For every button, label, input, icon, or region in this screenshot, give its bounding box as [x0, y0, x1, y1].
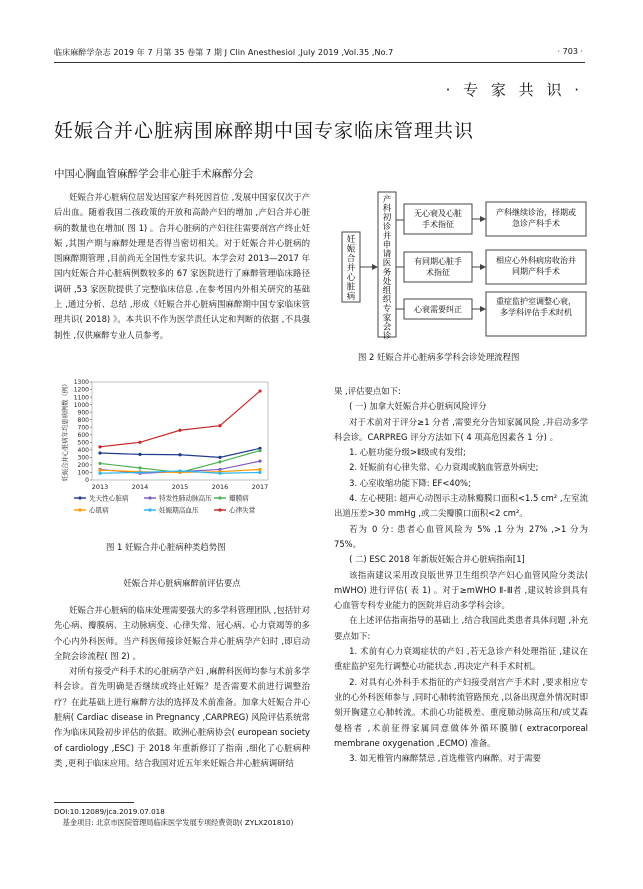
data-point: [178, 469, 181, 472]
data-point: [258, 389, 261, 392]
legend-marker: [78, 508, 81, 511]
footnote: [54, 806, 312, 828]
y-tick-label: 800: [77, 416, 89, 424]
legend-marker: [78, 496, 81, 499]
flow-consult-label: 产科初诊并申请医务处组织专家会诊: [382, 195, 392, 340]
flow-arrowhead: [480, 216, 486, 222]
right-paragraph: 对于术前对于评分≥1 分者 ,需要充分告知家属风险 ,并启动多学科会诊。CARPREG 评分方法如下( 4 项高危因素各 1 分) 。: [334, 416, 588, 442]
flow-out-icu-label: 重症监护室调整心衰，多学科评估手术时机: [496, 297, 576, 317]
flow-out-obstetric-label: 产科继续诊治，择期或急诊产科手术: [496, 208, 576, 228]
x-tick-label: 2013: [91, 483, 109, 491]
data-point: [258, 449, 261, 452]
doi: DOI:10.12089/jca.2019.07.018: [54, 807, 165, 816]
flow-arrowhead: [372, 264, 378, 270]
flow-arrowhead: [480, 264, 486, 270]
y-axis-label: 妊娠合并心脏病年均患病例数（例）: [62, 380, 69, 482]
right-paragraph: 1. 术前有心力衰竭症状的产妇 ,若无急诊产科处理指征 ,建议在重症监护室先行调整心功能状态 ,再决定产科手术时机。: [334, 646, 588, 672]
x-tick-label: 2016: [211, 483, 229, 491]
legend-label: 瓣膜病: [229, 494, 249, 503]
right-paragraph: 2. 对具有心外科手术指征的产妇接受剖宫产手术时 ,要求相应专业的心外科医师参与 ,同时心肺转流管路预充 ,以备出现意外情况时即刻开胸建立心肺转流。术前心功能极差、重度肺动脉高压和/或艾森曼格者 ,术前征得家属同意做体外循环膜肺( extracorporeal membrane oxygenation ,ECMO) 准备。: [334, 676, 588, 748]
data-point: [138, 471, 141, 474]
right-paragraph: 4. 左心梗阻: 超声心动图示主动脉瓣膜口面积<1.5 cm² ,左室流出道压差>30 mmHg ,或二尖瓣膜口面积<2 cm²。: [334, 493, 588, 519]
right-paragraph: 3. 如无椎管内麻醉禁忌 ,首选椎管内麻醉。对于需要: [349, 753, 541, 764]
legend-marker: [148, 508, 151, 511]
y-tick-label: 600: [77, 431, 89, 439]
y-tick-label: 1200: [73, 386, 89, 394]
right-paragraph: ( 二) ESC 2018 年新版妊娠合并心脏病指南[1]: [349, 554, 525, 565]
right-paragraph: 3. 心室收缩功能下降: EF<40%;: [349, 477, 471, 488]
running-header: 临床麻醉学杂志 2019 年 7 月第 35 卷第 7 期 J Clin Anesthesiol ,July 2019 ,Vol.35 ,No.7: [54, 48, 394, 57]
figure2-flowchart: [330, 188, 590, 340]
data-point: [218, 460, 221, 463]
data-point: [258, 460, 261, 463]
section-label: · 专 家 共 识 ·: [445, 81, 583, 99]
flow-box-no-hf-label: 无心衰及心脏手术指征: [414, 209, 462, 229]
data-point: [218, 456, 221, 459]
data-point: [178, 429, 181, 432]
right-paragraph: 2. 妊娠前有心律失常、心力衰竭或脑血管意外病史;: [349, 462, 539, 473]
y-tick-label: 400: [77, 447, 89, 455]
legend-label: 先天性心脏病: [89, 494, 129, 503]
legend-label: 心肌病: [89, 506, 109, 515]
legend-marker: [148, 496, 151, 499]
legend-marker: [218, 508, 221, 511]
x-tick-label: 2017: [251, 483, 269, 491]
y-tick-label: 1100: [73, 394, 89, 402]
right-paragraph: 该指南建议采用改良版世界卫生组织孕产妇心血管风险分类法( mWHO) 进行评估( 表 1) 。对于≥mWHO Ⅱ-Ⅲ者 ,建议转诊到具有心血管专科专业能力的医院并启动多学科会诊。: [334, 569, 588, 611]
flow-box-surgery-label: 有同期心脏手术指征: [414, 257, 462, 277]
legend-label: 特发性肺动脉高压: [159, 494, 212, 503]
data-point: [98, 445, 101, 448]
y-tick-label: 0: [85, 477, 89, 485]
right-paragraph: 在上述评估指南指导的基础上 ,结合我国此类患者具体问题 ,补充要点如下:: [334, 615, 588, 641]
y-tick-label: 1000: [73, 401, 89, 409]
page-number: · 703 ·: [557, 47, 583, 56]
flow-start-label: 妊娠合并心脏病: [346, 235, 356, 302]
flow-box-hf-label: 心衰需要纠正: [414, 305, 462, 314]
y-tick-label: 200: [77, 462, 89, 470]
y-tick-label: 300: [77, 454, 89, 462]
figure1-caption: 图 1 妊娠合并心脏病种类趋势图: [106, 542, 226, 552]
flow-out-cardiac-label: 相应心外科病房收治并同期产科手术: [496, 256, 576, 276]
assessment-text: [54, 603, 310, 771]
right-paragraph: 1. 心脏功能分级>Ⅱ级或有发绀;: [349, 447, 466, 458]
y-tick-label: 1300: [73, 379, 89, 387]
data-point: [98, 469, 101, 472]
legend-marker: [218, 496, 221, 499]
left-subhead: 妊娠合并心脏病麻醉前评估要点: [123, 578, 241, 588]
y-tick-label: 900: [77, 409, 89, 417]
right-column-text: [334, 384, 588, 766]
data-point: [138, 466, 141, 469]
data-point: [258, 468, 261, 471]
figure1-chart: [58, 376, 280, 534]
data-point: [98, 472, 101, 475]
data-point: [98, 462, 101, 465]
y-tick-label: 500: [77, 439, 89, 447]
legend-label: 心律失常: [229, 506, 256, 515]
x-tick-label: 2015: [171, 483, 189, 491]
intro-text: [54, 190, 310, 343]
data-point: [218, 424, 221, 427]
right-paragraph: ( 一) 加拿大妊娠合并心脏病风险评分: [349, 401, 487, 412]
right-paragraph: 若为 0 分: 患者心血管风险为 5% ,1 分为 27% ,>1 分为 75%。: [334, 523, 588, 549]
data-point: [258, 471, 261, 474]
data-point: [218, 472, 221, 475]
flow-arrowhead: [480, 306, 486, 312]
article-title: 妊娠合并心脏病围麻醉期中国专家临床管理共识: [54, 120, 475, 142]
figure2-caption: 图 2 妊娠合并心脏病多学科会诊处理流程图: [358, 352, 520, 362]
assessment-paragraph: 对所有接受产科手术的心脏病孕产妇 ,麻醉科医师均参与术前多学科会诊。首先明确是否继续或终止妊娠？是否需要术前进行调整治疗？在此基础上进行麻醉方法的选择及术前准备。加拿大妊娠合并心脏病( Cardiac disease in Pregnancy ,CARPREG) 风险评估系统常作为临床风险初步评估的依据。欧洲心脏病协会( european society of cardiology ,ESC) 于 2018 年重新修订了指南 ,细化了心脏病种类 ,更利于临床应用。结合我国对近五年来妊娠合并心脏病调研结: [54, 666, 310, 768]
x-tick-label: 2014: [131, 483, 149, 491]
legend-label: 妊娠期高血压: [159, 506, 199, 515]
fund-note: 基金项目: 北京市医院管理局临床医学发展专项经费资助( ZYLX201810): [62, 818, 294, 827]
assessment-paragraph: 妊娠合并心脏病的临床处理需要强大的多学科管理团队 ,包括针对先心病、瓣膜病、主动脉病变、心律失常、冠心病、心力衰竭等的多个心内外科医师。当产科医师接诊妊娠合并心脏病孕产妇时 ,即启动全院会诊流程( 图 2) 。: [54, 605, 310, 661]
header-rule: [54, 62, 585, 63]
author-line: 中国心胸血管麻醉学会非心脏手术麻醉分会: [54, 168, 254, 180]
data-point: [138, 453, 141, 456]
right-paragraph: 果 ,评估要点如下:: [334, 386, 401, 396]
y-tick-label: 700: [77, 424, 89, 432]
data-point: [178, 453, 181, 456]
data-point: [98, 451, 101, 454]
data-point: [138, 441, 141, 444]
intro-paragraph: 妊娠合并心脏病位居发达国家产科死因首位 ,发展中国家仅次于产后出血。随着我国二孩政策的开放和高龄产妇的增加 ,产妇合并心脏病的数量也在增加( 图 1) 。合并心脏病的产妇往往需要剖宫产终止妊娠 ,其围产期与麻醉处理是否得当密切相关。对于妊娠合并心脏病的围麻醉期管理 ,目前尚无全国性专家共识。本学会对 2013—2017 年国内妊娠合并心脏病例数较多的 67 家医院进行了麻醉管理临床路径调研 ,53 家医院提供了完整临床信息 ,在参考国内外相关研究的基础上 ,通过分析、总结 ,形成《妊娠合并心脏病围麻醉期中国专家临床管理共识( 2018) 》。本共识不作为医学责任认定和判断的依据 ,不具强制性 ,仅供麻醉专业人员参考。: [54, 192, 310, 340]
footnote-rule: [54, 802, 134, 803]
y-tick-label: 100: [77, 469, 89, 477]
